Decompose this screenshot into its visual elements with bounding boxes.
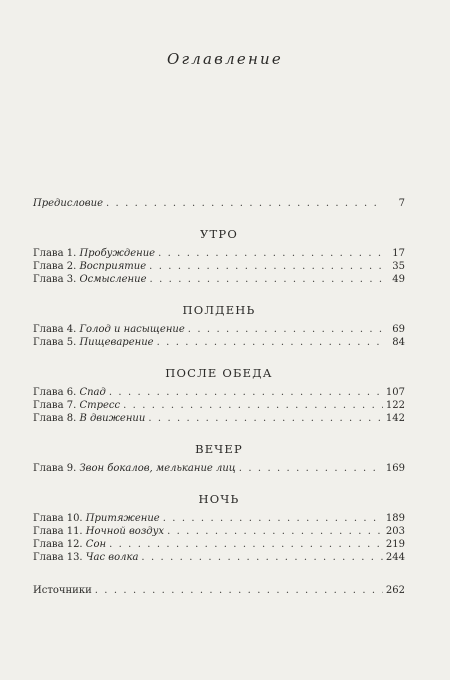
chapter-title: Восприятие xyxy=(79,261,147,272)
chapter-title: Стресс xyxy=(79,400,121,411)
chapter-number: Глава 13. xyxy=(33,552,83,563)
chapter-title: Пробуждение xyxy=(79,248,156,259)
toc-entry xyxy=(33,399,405,412)
section-heading: ВЕЧЕР xyxy=(195,442,243,456)
chapter-title: Голод и насыщение xyxy=(79,324,185,335)
dot-leader xyxy=(123,399,383,412)
dot-leader xyxy=(141,551,382,564)
page-number: 69 xyxy=(392,324,405,335)
chapter-number: Глава 12. xyxy=(33,539,83,550)
dot-leader xyxy=(95,584,383,597)
toc-entry xyxy=(33,525,405,538)
chapter-title: Час волка xyxy=(85,552,139,563)
page-number: 244 xyxy=(385,552,405,563)
toc-entry-preface xyxy=(33,197,405,210)
chapter-title: Осмысление xyxy=(79,274,147,285)
page-number: 189 xyxy=(385,513,405,524)
page-number: 142 xyxy=(385,413,405,424)
toc-entry xyxy=(33,273,405,286)
page-title: Оглавление xyxy=(167,50,283,68)
dot-leader xyxy=(158,247,384,260)
dot-leader xyxy=(149,260,384,273)
dot-leader xyxy=(239,462,383,475)
toc-entry xyxy=(33,260,405,273)
page-number: 169 xyxy=(385,463,405,474)
chapter-title: Сон xyxy=(85,539,107,550)
chapter-number: Глава 4. xyxy=(33,324,77,335)
toc-entry xyxy=(33,386,405,399)
chapter-title: Ночной воздух xyxy=(85,526,165,537)
chapter-number: Глава 2. xyxy=(33,261,77,272)
chapter-number: Глава 1. xyxy=(33,248,77,259)
entry-title: Предисловие xyxy=(33,198,103,209)
page-number: 7 xyxy=(398,198,405,209)
chapter-title: Пищеварение xyxy=(79,337,154,348)
toc-entry xyxy=(33,412,405,425)
dot-leader xyxy=(150,273,384,286)
toc-entry xyxy=(33,462,405,475)
chapter-title: Притяжение xyxy=(85,513,160,524)
page-number: 203 xyxy=(385,526,405,537)
page-number: 107 xyxy=(385,387,405,398)
page-number: 219 xyxy=(385,539,405,550)
section-heading: ПОСЛЕ ОБЕДА xyxy=(165,366,273,380)
chapter-number: Глава 11. xyxy=(33,526,83,537)
toc-entry xyxy=(33,336,405,349)
toc-sections xyxy=(33,225,405,564)
section-heading: НОЧЬ xyxy=(198,492,240,506)
chapter-title: Звон бокалов, мелькание лиц xyxy=(79,463,236,474)
page-number: 17 xyxy=(392,248,405,259)
toc-entry xyxy=(33,247,405,260)
page-number: 84 xyxy=(392,337,405,348)
dot-leader xyxy=(106,197,384,210)
toc-entry-sources xyxy=(33,584,405,597)
toc-entry xyxy=(33,551,405,564)
dot-leader xyxy=(163,512,383,525)
section-heading: ПОЛДЕНЬ xyxy=(182,303,256,317)
chapter-number: Глава 7. xyxy=(33,400,77,411)
dot-leader xyxy=(157,336,384,349)
chapter-number: Глава 9. xyxy=(33,463,77,474)
chapter-number: Глава 3. xyxy=(33,274,77,285)
dot-leader xyxy=(167,525,383,538)
chapter-number: Глава 6. xyxy=(33,387,77,398)
toc-entry xyxy=(33,512,405,525)
page-number: 49 xyxy=(392,274,405,285)
toc-entry xyxy=(33,323,405,336)
dot-leader xyxy=(188,323,384,336)
page-number: 35 xyxy=(392,261,405,272)
dot-leader xyxy=(148,412,383,425)
section-heading: УТРО xyxy=(200,227,238,241)
chapter-number: Глава 10. xyxy=(33,513,83,524)
chapter-title: Спад xyxy=(79,387,106,398)
page-number: 262 xyxy=(385,585,405,596)
toc-entry xyxy=(33,538,405,551)
chapter-number: Глава 5. xyxy=(33,337,77,348)
chapter-title: В движении xyxy=(79,413,146,424)
chapter-number: Глава 8. xyxy=(33,413,77,424)
entry-title: Источники xyxy=(33,585,92,596)
page-number: 122 xyxy=(385,400,405,411)
dot-leader xyxy=(109,386,383,399)
dot-leader xyxy=(109,538,383,551)
table-of-contents xyxy=(33,197,405,597)
